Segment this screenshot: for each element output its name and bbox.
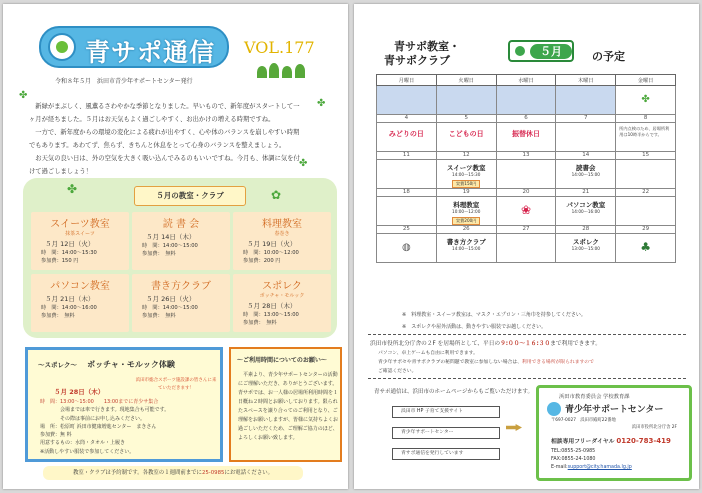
arrow-right-icon bbox=[506, 424, 522, 431]
tulip-icon: ❀ bbox=[520, 203, 532, 217]
calendar-cell bbox=[556, 160, 616, 189]
reservation-footer bbox=[43, 466, 303, 480]
notice-text: 平素より、青少年サポートセンターの活動にご理解いただき、ありがとうございます。青サポでは、お一人様の居場所利用時間を１日概ね２時間とお願いしております。限られたスペースを譲り合ってのご利用となり、ご理解をお願いしますが、皆様に気持ちよくお過ごしいただくため、ご理解ご協力のほど、よろしくお願い致します。 bbox=[238, 372, 339, 441]
calendar-cell bbox=[556, 86, 616, 115]
greeting-line: ヶ月が経ちました。５月はお天気もよく過ごしやすく、お出かけの増える時期ですね。 bbox=[29, 116, 275, 123]
day-number: 14 bbox=[556, 152, 616, 160]
free-dial-label: 相談専用フリーダイヤル bbox=[551, 439, 615, 445]
weekday-header: 月曜日 bbox=[377, 75, 437, 86]
sporeku-line: 場 所：松原町 浜田市健康増進センター まきさん bbox=[40, 423, 157, 430]
calendar-cell bbox=[556, 123, 616, 152]
course-date: ５月 26日（火） bbox=[146, 295, 196, 303]
usage-notice-box bbox=[229, 347, 342, 462]
day-number: 7 bbox=[556, 115, 616, 123]
calendar-cell bbox=[436, 123, 496, 152]
homepage-intro: 青サポ通信は、浜田市のホームページからもご覧いただけます。 bbox=[374, 389, 533, 395]
calendar-cell bbox=[436, 86, 496, 115]
event-name: パソコン教室 bbox=[566, 201, 606, 209]
day-number: 6 bbox=[496, 115, 556, 123]
course-date: ５月 19日（火） bbox=[247, 240, 297, 248]
day-number: 22 bbox=[616, 189, 676, 197]
event-time: 14:00～15:00 bbox=[452, 246, 481, 251]
newsletter-page-left bbox=[3, 4, 348, 489]
course-time: 時 間：14:00～15:30 bbox=[41, 250, 97, 256]
footer-text: 教室・クラブは予約制です。各教室の１週間前までに bbox=[72, 470, 202, 476]
event-time: 14:00～16:00 bbox=[571, 209, 600, 214]
course-card-sweets bbox=[31, 212, 129, 270]
center-contact bbox=[551, 448, 632, 472]
event-fee: 実費200円 bbox=[452, 217, 481, 225]
day-number: 15 bbox=[616, 152, 676, 160]
sporeku-title bbox=[38, 359, 175, 370]
calendar-cell bbox=[436, 234, 496, 263]
leaf-icon bbox=[515, 46, 525, 56]
center-address bbox=[551, 417, 616, 424]
weekday-header-row bbox=[377, 75, 676, 86]
info-text: 青少年サポセや青サポクラブの秘問題で教室に参加しない場合は、 bbox=[378, 360, 522, 365]
weekday-header: 水曜日 bbox=[496, 75, 556, 86]
course-card-reading bbox=[132, 212, 230, 270]
holiday-label: 振替休日 bbox=[511, 130, 540, 138]
center-name: 青少年サポートセンター bbox=[565, 405, 664, 415]
email-label: E-mail: bbox=[551, 465, 568, 470]
month-badge bbox=[508, 40, 574, 62]
course-fee: 参加費： 無料 bbox=[41, 313, 75, 319]
course-date: ５月 21日（木） bbox=[45, 295, 95, 303]
course-time: 時 間：13:00～15:00 bbox=[243, 312, 299, 318]
course-time: 時 間：10:00～12:00 bbox=[243, 250, 299, 256]
event-name: 書き方クラブ bbox=[446, 238, 486, 246]
day-number: 26 bbox=[436, 226, 496, 234]
course-subtitle: ボッチャ・モルック bbox=[259, 293, 305, 299]
greeting-line: 新緑がまぶしく、風薫るさわやかな季節となりました。早いもので、新年度がスタートして一 bbox=[29, 103, 300, 110]
center-tel: TEL:0855-25-0985 bbox=[551, 449, 596, 454]
event-time: 14:00～15:00 bbox=[571, 172, 600, 177]
course-fee: 参加費： 無料 bbox=[142, 313, 176, 319]
clover-icon: ✤ bbox=[299, 158, 308, 169]
schedule-title-tail: の予定 bbox=[592, 50, 625, 63]
course-name: パソコン教室 bbox=[50, 281, 110, 292]
day-number: 21 bbox=[556, 189, 616, 197]
open-hours-line bbox=[370, 338, 601, 347]
calendar-cell bbox=[616, 234, 676, 263]
calendar-cell bbox=[377, 86, 437, 115]
sporeku-label: ～スポレク～ bbox=[38, 361, 77, 369]
calendar-row-pre bbox=[377, 86, 676, 115]
course-date: ５月 14日（木） bbox=[146, 233, 196, 241]
calendar-cell bbox=[496, 123, 556, 152]
calendar-cell bbox=[496, 160, 556, 189]
event-name: 読書会 bbox=[576, 164, 596, 172]
address-line: 〒697-0027 浜田市殿町22番地 bbox=[551, 418, 616, 423]
calendar-cell bbox=[496, 234, 556, 263]
calendar-cell bbox=[436, 197, 496, 226]
day-number: 20 bbox=[496, 189, 556, 197]
homepage-step: 浜田市 HP 子育て支援サイト bbox=[392, 406, 500, 418]
divider bbox=[368, 378, 686, 379]
closed-note: 所内点検のため、居場所利用は10時半からです。 bbox=[619, 126, 670, 137]
info-highlight: 利用できる場所が限られますので bbox=[521, 360, 594, 365]
calendar-cell bbox=[496, 86, 556, 115]
day-number: 19 bbox=[436, 189, 496, 197]
course-date: ５月 28日（木） bbox=[247, 302, 297, 310]
calendar-number-row bbox=[377, 226, 676, 234]
schedule-title-line1: 青サポ教室・ bbox=[394, 40, 460, 53]
sporeku-line: その際は事前にお申し込みください。 bbox=[40, 415, 146, 422]
free-dial bbox=[551, 436, 671, 445]
calendar-cell bbox=[377, 197, 437, 226]
sporeku-details bbox=[40, 398, 220, 456]
day-number: 28 bbox=[556, 226, 616, 234]
leaf-logo-icon bbox=[48, 33, 76, 61]
day-number: 11 bbox=[377, 152, 437, 160]
sporeku-line: 時 間：13:00～15:00 13:00までに青少サ集合 bbox=[40, 399, 159, 405]
calendar-cell bbox=[436, 160, 496, 189]
month-label: ５月 bbox=[530, 44, 572, 59]
event-time: 14:00～15:30 bbox=[452, 172, 481, 177]
center-fax: FAX:0855-24-1080 bbox=[551, 457, 596, 462]
course-date: ５月 12日（火） bbox=[45, 240, 95, 248]
sporeku-date: ５月 28日（木） bbox=[54, 388, 105, 396]
calendar-number-row bbox=[377, 115, 676, 123]
schedule-note: ※ 料理教室・スイーツ教室は、マスク・エプロン・三角巾を持参してください。 bbox=[402, 312, 586, 318]
event-time: 10:00～12:00 bbox=[452, 209, 481, 214]
holiday-label: こどもの日 bbox=[448, 130, 484, 138]
course-card-writing bbox=[132, 274, 230, 332]
course-time: 時 間：14:00～16:00 bbox=[41, 305, 97, 311]
sporeku-line: 用意するもの：水筒・タオル・上履き bbox=[40, 440, 126, 447]
flower-icon: ✤ bbox=[641, 94, 650, 105]
newsletter-logo bbox=[39, 26, 229, 68]
open-hours-tail: まで利用できます。 bbox=[550, 341, 601, 347]
day-number: 8 bbox=[616, 115, 676, 123]
course-fee: 参加費：150 円 bbox=[41, 258, 79, 264]
course-name: 読 書 会 bbox=[162, 219, 200, 230]
calendar-cell bbox=[377, 160, 437, 189]
sporeku-note: 浜田市総合スポーツ施設課の皆さんに来ていただきます！ bbox=[135, 378, 217, 391]
course-card-cooking bbox=[233, 212, 331, 270]
footer-phone: 25-0985 bbox=[201, 470, 225, 476]
day-number: 25 bbox=[377, 226, 437, 234]
course-subtitle: 春巻き bbox=[274, 231, 290, 237]
center-department: 浜田市教育委員会 学校教育課 bbox=[559, 394, 630, 400]
palm-trees-illustration bbox=[257, 60, 312, 78]
sporeku-line: ※活動しやすい服装で参加してください。 bbox=[40, 448, 135, 455]
day-number: 13 bbox=[496, 152, 556, 160]
calendar-cell bbox=[496, 197, 556, 226]
notice-title: ～ご利用時間についてのお願い～ bbox=[237, 357, 327, 364]
weekday-header: 火曜日 bbox=[436, 75, 496, 86]
sporeku-line: 会場までは車で行きます。現地集合も可能です。 bbox=[40, 407, 170, 414]
info-line bbox=[378, 358, 594, 365]
center-info-card bbox=[536, 385, 692, 481]
greeting-text bbox=[29, 100, 329, 178]
greeting-line: でもあります。あわてず、焦らず、きちんと休息をとって心身のバランスを整えましょう。 bbox=[29, 142, 286, 149]
event-name: スイーツ教室 bbox=[446, 164, 486, 172]
course-card-sporeku bbox=[233, 274, 331, 332]
day-number: 29 bbox=[616, 226, 676, 234]
calendar-cell bbox=[556, 197, 616, 226]
course-name: 料理教室 bbox=[262, 219, 302, 230]
courses-heading: ５月の教室・クラブ bbox=[134, 186, 246, 206]
open-hours-text: 浜田市役所北分庁舎の２F を居場所として、平日の bbox=[370, 341, 501, 347]
calendar-cell bbox=[616, 197, 676, 226]
email-link[interactable]: support@city.hamada.lg.jp bbox=[567, 465, 632, 470]
course-name: 書き方クラブ bbox=[151, 281, 211, 292]
event-time: 13:00～15:00 bbox=[571, 246, 600, 251]
event-name: 料理教室 bbox=[453, 201, 480, 209]
day-number: 5 bbox=[436, 115, 496, 123]
calendar-cell bbox=[377, 123, 437, 152]
flower-icon: ✿ bbox=[271, 188, 282, 202]
courses-panel bbox=[23, 178, 337, 338]
center-email bbox=[551, 464, 632, 472]
day-number: 12 bbox=[436, 152, 496, 160]
calendar-cell bbox=[556, 234, 616, 263]
homepage-step: 青少年サポートセンター bbox=[392, 427, 500, 439]
calendar-number-row bbox=[377, 152, 676, 160]
event-fee: 実費150円 bbox=[452, 180, 481, 188]
calendar-cell bbox=[616, 123, 676, 152]
day-number: 18 bbox=[377, 189, 437, 197]
course-name: スポレク bbox=[262, 281, 302, 292]
day-number: 27 bbox=[496, 226, 556, 234]
schedule-note: ※ スポレクや屋外活動は、動きやすい服装でお越しください。 bbox=[402, 324, 547, 330]
course-card-pc bbox=[31, 274, 129, 332]
course-time: 時 間：14:00～15:00 bbox=[142, 305, 198, 311]
calendar-row-week2 bbox=[377, 160, 676, 189]
ball-icon: ◍ bbox=[402, 242, 411, 253]
calendar-row-week4 bbox=[377, 234, 676, 263]
calendar-row-week1 bbox=[377, 123, 676, 152]
calendar-number-row bbox=[377, 189, 676, 197]
greeting-line: お天気の良い日は、外の空気を大きく吸い込んでみるのもいいですね。今月も、体調に気を付 bbox=[29, 155, 300, 162]
course-time: 時 間：14:00～15:00 bbox=[142, 243, 198, 249]
course-fee: 参加費： 無料 bbox=[142, 251, 176, 257]
sporeku-event-box bbox=[25, 347, 223, 462]
calendar-cell bbox=[616, 86, 676, 115]
calendar-cell bbox=[616, 160, 676, 189]
clover-icon: ✤ bbox=[317, 98, 326, 109]
course-fee: 参加費：200 円 bbox=[243, 258, 281, 264]
weekday-header: 金曜日 bbox=[616, 75, 676, 86]
event-name: スポレク bbox=[572, 238, 599, 246]
calendar-cell bbox=[377, 234, 437, 263]
center-logo-icon bbox=[547, 402, 561, 416]
sporeku-heading: ボッチャ・モルック体験 bbox=[87, 360, 175, 369]
homepage-step: 青サポ通信を発行しています bbox=[392, 448, 500, 460]
clover-icon: ✤ bbox=[19, 90, 28, 101]
greeting-line: けて過ごしましょう！ bbox=[29, 168, 92, 175]
day-number: 4 bbox=[377, 115, 437, 123]
course-subtitle: 抹茶スイーツ bbox=[65, 231, 95, 237]
course-name: スイーツ教室 bbox=[50, 219, 110, 230]
weekday-header: 木曜日 bbox=[556, 75, 616, 86]
center-building: 浜田市役所北分庁舎 2F bbox=[631, 425, 677, 430]
schedule-calendar bbox=[376, 74, 676, 263]
clover-icon: ✤ bbox=[67, 182, 78, 196]
greeting-line: 一方で、新年度からの環境の変化による疲れが出やすく、心や体のバランスを崩しやすい時期 bbox=[29, 129, 300, 136]
holiday-label: みどりの日 bbox=[388, 130, 424, 138]
newsletter-title: 青サポ通信 bbox=[85, 38, 216, 67]
info-line: パソコン、卓上ゲームも自由に利用できます。 bbox=[378, 351, 478, 356]
volume-number: VOL.177 bbox=[244, 38, 315, 57]
plant-icon: ♣ bbox=[640, 240, 651, 254]
schedule-title-line2: 青サポクラブ bbox=[384, 54, 450, 67]
info-line: ご確認ください。 bbox=[378, 369, 417, 374]
publish-date: 令和８年５月 浜田市青少年サポートセンター発行 bbox=[55, 78, 193, 85]
schedule-page-right bbox=[354, 4, 699, 489]
calendar-row-week3 bbox=[377, 197, 676, 226]
sporeku-line: 参加費：無 料 bbox=[40, 432, 72, 439]
footer-tail: にお電話ください。 bbox=[224, 470, 273, 476]
open-hours-time: ９:００～１６:３０ bbox=[500, 341, 551, 347]
free-dial-number: 0120-783-419 bbox=[616, 437, 671, 445]
divider bbox=[368, 334, 686, 335]
course-fee: 参加費： 無料 bbox=[243, 320, 277, 326]
